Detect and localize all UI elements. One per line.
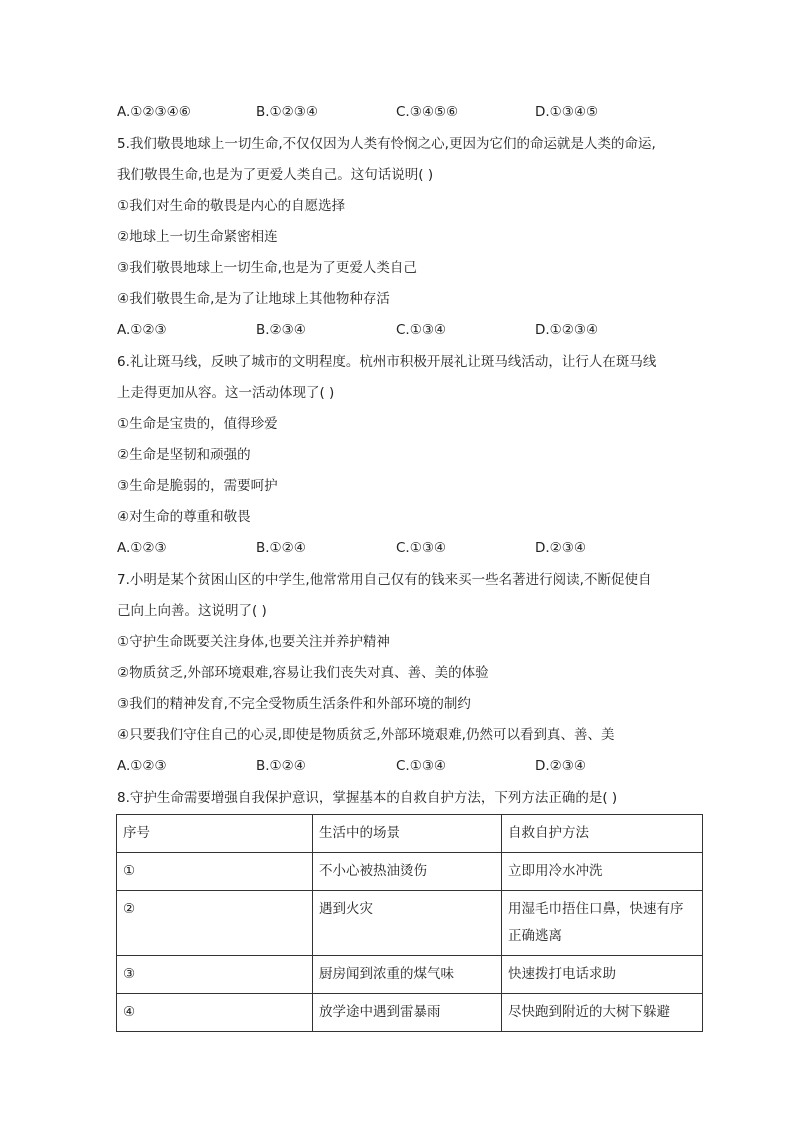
q7-stem-line2: 己向上向善。这说明了( ): [117, 603, 267, 619]
q5-option-b: B.②③④: [256, 322, 306, 338]
q4-options: [117, 102, 697, 122]
q6-option-c: C.①③④: [396, 540, 447, 556]
table-cell: 放学途中遇到雷暴雨: [313, 994, 502, 1032]
q5-stem-line1: 5.我们敬畏地球上一切生命,不仅仅因为人类有怜悯之心,更因为它们的命运就是人类的命运,: [117, 136, 656, 152]
table-row: [117, 994, 703, 1032]
q7-options: [117, 756, 697, 776]
q5-option-a: A.①②③: [117, 322, 167, 338]
q5-item-1: ①我们对生命的敬畏是内心的自愿选择: [117, 198, 346, 214]
table-row: [117, 956, 703, 994]
q6-item-2: ②生命是坚韧和顽强的: [117, 447, 251, 463]
q6-item-4: ④对生命的尊重和敬畏: [117, 509, 251, 525]
q7-item-1: ①守护生命既要关注身体,也要关注并养护精神: [117, 634, 390, 650]
table-cell: ①: [117, 853, 313, 891]
table-header-row: [117, 815, 703, 853]
q6-item-1: ①生命是宝贵的，值得珍爱: [117, 416, 278, 432]
table-cell: ③: [117, 956, 313, 994]
q5-option-c: C.①③④: [396, 322, 447, 338]
table-cell: 遇到火灾: [313, 891, 502, 956]
q6-option-b: B.①②④: [256, 540, 306, 556]
q5-stem-line2: 我们敬畏生命,也是为了更爱人类自己。这句话说明( ): [117, 167, 434, 183]
q7-option-b: B.①②④: [256, 758, 306, 774]
q4-option-a: A.①②③④⑥: [117, 104, 191, 120]
q7-option-d: D.②③④: [535, 758, 586, 774]
table-cell: ④: [117, 994, 313, 1032]
table-cell: 不小心被热油烫伤: [313, 853, 502, 891]
q5-item-4: ④我们敬畏生命,是为了让地球上其他物种存活: [117, 291, 390, 307]
table-cell: 快速拨打电话求助: [502, 956, 703, 994]
q5-item-2: ②地球上一切生命紧密相连: [117, 229, 278, 245]
table-header-cell: 自救自护方法: [502, 815, 703, 853]
q6-stem-line2: 上走得更加从容。这一活动体现了( ): [117, 385, 335, 401]
table-cell: 厨房闻到浓重的煤气味: [313, 956, 502, 994]
table-cell: 尽快跑到附近的大树下躲避: [502, 994, 703, 1032]
q7-option-a: A.①②③: [117, 758, 167, 774]
q8-table: [116, 814, 703, 1032]
q6-stem-line1: 6.礼让斑马线，反映了城市的文明程度。杭州市积极开展礼让斑马线活动，让行人在斑马线: [117, 354, 657, 370]
table-cell: 立即用冷水冲洗: [502, 853, 703, 891]
q6-option-a: A.①②③: [117, 540, 167, 556]
q4-option-b: B.①②③④: [256, 104, 318, 120]
q5-option-d: D.①②③④: [535, 322, 599, 338]
table-row: [117, 853, 703, 891]
q7-item-3: ③我们的精神发育,不完全受物质生活条件和外部环境的制约: [117, 696, 471, 712]
q8-stem: 8.守护生命需要增强自我保护意识，掌握基本的自救自护方法，下列方法正确的是( ): [117, 790, 618, 806]
q7-stem-line1: 7.小明是某个贫困山区的中学生,他常常用自己仅有的钱来买一些名著进行阅读,不断促使自: [117, 572, 652, 588]
table-header-cell: 生活中的场景: [313, 815, 502, 853]
table-cell: 用湿毛巾捂住口鼻，快速有序正确逃离: [502, 891, 703, 956]
q7-option-c: C.①③④: [396, 758, 447, 774]
table-header-cell: 序号: [117, 815, 313, 853]
q6-options: [117, 538, 697, 558]
table-cell: ②: [117, 891, 313, 956]
q5-item-3: ③我们敬畏地球上一切生命,也是为了更爱人类自己: [117, 260, 417, 276]
q6-item-3: ③生命是脆弱的，需要呵护: [117, 478, 278, 494]
q4-option-d: D.①③④⑤: [535, 104, 599, 120]
table-row: [117, 891, 703, 956]
q6-option-d: D.②③④: [535, 540, 586, 556]
q7-item-4: ④只要我们守住自己的心灵,即使是物质贫乏,外部环境艰难,仍然可以看到真、善、美: [117, 727, 615, 743]
q7-item-2: ②物质贫乏,外部环境艰难,容易让我们丧失对真、善、美的体验: [117, 665, 489, 681]
q4-option-c: C.③④⑤⑥: [396, 104, 459, 120]
q5-options: [117, 320, 697, 340]
